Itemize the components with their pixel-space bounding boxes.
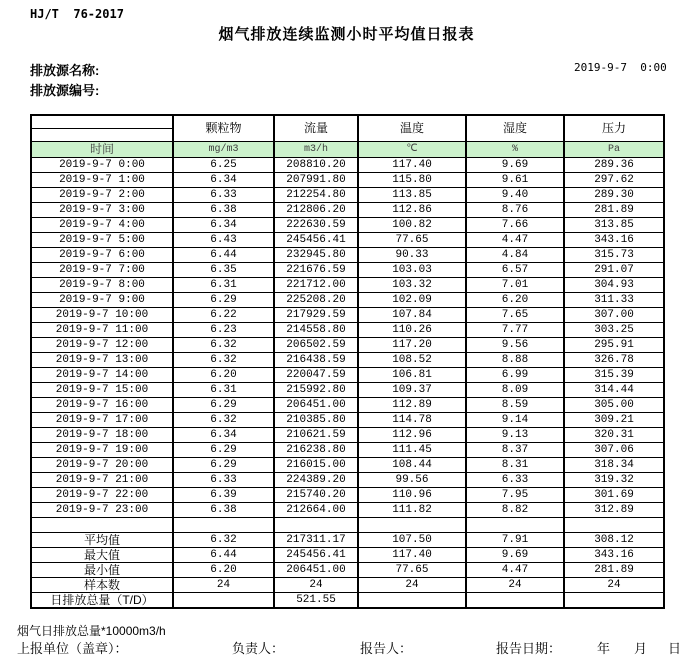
table-row-value: 281.89 (564, 202, 664, 217)
unit-temp: ℃ (358, 141, 466, 157)
table-row-label: 2019-9-7 2:00 (31, 187, 173, 202)
summary-row-value: 217311.17 (274, 532, 358, 547)
table-row-value: 291.07 (564, 262, 664, 277)
table-row-value: 100.82 (358, 217, 466, 232)
summary-row-value (466, 592, 564, 608)
table-row-value: 112.96 (358, 427, 466, 442)
summary-row-value: 24 (466, 577, 564, 592)
table-row-value: 212806.20 (274, 202, 358, 217)
table-row-value: 6.34 (173, 217, 274, 232)
table-row (31, 472, 664, 487)
table-row-label: 2019-9-7 20:00 (31, 457, 173, 472)
summary-row-label: 样本数 (31, 577, 173, 592)
summary-row-label: 最大值 (31, 547, 173, 562)
table-row-label: 2019-9-7 6:00 (31, 247, 173, 262)
table-row-value: 110.96 (358, 487, 466, 502)
spacer-row-value (274, 517, 358, 532)
summary-row-value: 343.16 (564, 547, 664, 562)
table-row-value: 8.31 (466, 457, 564, 472)
table-row-value: 208810.20 (274, 157, 358, 172)
report-unit-label: 上报单位（盖章）： (17, 641, 128, 656)
table-row-value: 8.76 (466, 202, 564, 217)
table-row-value: 6.32 (173, 352, 274, 367)
table-row (31, 412, 664, 427)
summary-row-label: 日排放总量（T/D） (31, 592, 173, 608)
table-row-label: 2019-9-7 23:00 (31, 502, 173, 517)
table-row-value: 320.31 (564, 427, 664, 442)
table-row-value: 7.77 (466, 322, 564, 337)
signature-row (0, 638, 693, 654)
table-row-value: 4.47 (466, 232, 564, 247)
report-datetime: 2019-9-7 0:00 (574, 61, 667, 74)
summary-row-value: 117.40 (358, 547, 466, 562)
table-row-value: 315.39 (564, 367, 664, 382)
table-row-value: 7.66 (466, 217, 564, 232)
table-row-value: 106.81 (358, 367, 466, 382)
reporter-label: 报告人： (360, 641, 413, 656)
table-row (31, 367, 664, 382)
table-row-value: 103.03 (358, 262, 466, 277)
summary-row-value: 6.32 (173, 532, 274, 547)
summary-row (31, 562, 664, 577)
table-row-value: 9.61 (466, 172, 564, 187)
table-row-value: 343.16 (564, 232, 664, 247)
summary-row-value: 4.47 (466, 562, 564, 577)
table-row (31, 292, 664, 307)
summary-row-value: 6.20 (173, 562, 274, 577)
col-header-humidity: 湿度 (466, 115, 564, 141)
table-row-value: 212254.80 (274, 187, 358, 202)
summary-row-value (173, 592, 274, 608)
table-row-value: 301.69 (564, 487, 664, 502)
table-row-value: 6.43 (173, 232, 274, 247)
table-row-label: 2019-9-7 10:00 (31, 307, 173, 322)
summary-row-value: 24 (564, 577, 664, 592)
report-date-label: 报告日期： (496, 641, 562, 656)
table-row-value: 303.25 (564, 322, 664, 337)
summary-row-label: 最小值 (31, 562, 173, 577)
table-row-value: 212664.00 (274, 502, 358, 517)
table-row-value: 112.86 (358, 202, 466, 217)
table-row-value: 319.32 (564, 472, 664, 487)
table-row-value: 6.35 (173, 262, 274, 277)
table-row-value: 295.91 (564, 337, 664, 352)
month-label: 月 (634, 641, 648, 656)
table-row-value: 9.56 (466, 337, 564, 352)
table-row-value: 111.45 (358, 442, 466, 457)
responsible-label: 负责人： (232, 641, 285, 656)
summary-row-value: 308.12 (564, 532, 664, 547)
table-row-value: 6.29 (173, 442, 274, 457)
spacer-row-value (466, 517, 564, 532)
table-body (31, 157, 664, 608)
table-row-value: 103.32 (358, 277, 466, 292)
table-row-value: 326.78 (564, 352, 664, 367)
standard-code: HJ/T 76-2017 (30, 7, 124, 21)
table-row-value: 6.23 (173, 322, 274, 337)
table-row-value: 108.52 (358, 352, 466, 367)
table-row-value: 221676.59 (274, 262, 358, 277)
unit-flow: m3/h (274, 141, 358, 157)
spacer-row-value (358, 517, 466, 532)
table-row-value: 8.09 (466, 382, 564, 397)
table-row (31, 262, 664, 277)
col-header-flow: 流量 (274, 115, 358, 141)
table-row (31, 172, 664, 187)
table-row-value: 216015.00 (274, 457, 358, 472)
table-row (31, 187, 664, 202)
table-row-value: 216438.59 (274, 352, 358, 367)
table-row-label: 2019-9-7 22:00 (31, 487, 173, 502)
table-row-value: 232945.80 (274, 247, 358, 262)
summary-row-value: 9.69 (466, 547, 564, 562)
table-row-value: 206502.59 (274, 337, 358, 352)
table-row-label: 2019-9-7 8:00 (31, 277, 173, 292)
table-row-value: 6.33 (173, 472, 274, 487)
table-row-value: 9.69 (466, 157, 564, 172)
table-row-value: 114.78 (358, 412, 466, 427)
table-row-value: 6.31 (173, 382, 274, 397)
col-header-pressure: 压力 (564, 115, 664, 141)
table-row (31, 247, 664, 262)
table-row (31, 217, 664, 232)
corner-cell-top (31, 115, 173, 128)
table-row-value: 307.06 (564, 442, 664, 457)
table-row-value: 222630.59 (274, 217, 358, 232)
table-row-value: 90.33 (358, 247, 466, 262)
table-row (31, 337, 664, 352)
table-row-label: 2019-9-7 7:00 (31, 262, 173, 277)
table-row (31, 157, 664, 172)
spacer-row-label (31, 517, 173, 532)
table-row-value: 224389.20 (274, 472, 358, 487)
unit-row (31, 141, 664, 157)
table-row (31, 442, 664, 457)
table-row-label: 2019-9-7 3:00 (31, 202, 173, 217)
table-row (31, 487, 664, 502)
table-row-value: 207991.80 (274, 172, 358, 187)
table-row (31, 457, 664, 472)
table-row (31, 322, 664, 337)
table-row-value: 102.09 (358, 292, 466, 307)
table-row-value: 113.85 (358, 187, 466, 202)
summary-row-value: 6.44 (173, 547, 274, 562)
table-row-value: 307.00 (564, 307, 664, 322)
table-row-value: 117.20 (358, 337, 466, 352)
table-row-label: 2019-9-7 14:00 (31, 367, 173, 382)
summary-row-value: 77.65 (358, 562, 466, 577)
table-row-value: 309.21 (564, 412, 664, 427)
table-row-value: 112.89 (358, 397, 466, 412)
table-row-value: 4.84 (466, 247, 564, 262)
table-row (31, 307, 664, 322)
table-row-value: 217929.59 (274, 307, 358, 322)
table-row-value: 297.62 (564, 172, 664, 187)
table-row-value: 8.88 (466, 352, 564, 367)
table-row-value: 6.99 (466, 367, 564, 382)
table-row-value: 304.93 (564, 277, 664, 292)
table-row (31, 232, 664, 247)
table-row-value: 214558.80 (274, 322, 358, 337)
table-row-value: 108.44 (358, 457, 466, 472)
table-row-value: 6.32 (173, 337, 274, 352)
table-row-value: 318.34 (564, 457, 664, 472)
summary-row-value: 24 (274, 577, 358, 592)
summary-row (31, 547, 664, 562)
table-row-value: 8.82 (466, 502, 564, 517)
table-row-value: 110.26 (358, 322, 466, 337)
day-label: 日 (668, 641, 682, 656)
table-row (31, 502, 664, 517)
table-row-label: 2019-9-7 4:00 (31, 217, 173, 232)
table-row (31, 202, 664, 217)
table-row-value: 289.36 (564, 157, 664, 172)
spacer-row-value (564, 517, 664, 532)
table-row-value: 6.25 (173, 157, 274, 172)
table-row-label: 2019-9-7 0:00 (31, 157, 173, 172)
summary-row-label: 平均值 (31, 532, 173, 547)
table-row-value: 115.80 (358, 172, 466, 187)
summary-row (31, 532, 664, 547)
table-row-value: 6.33 (466, 472, 564, 487)
summary-row-value (564, 592, 664, 608)
table-row-label: 2019-9-7 12:00 (31, 337, 173, 352)
table-row-value: 109.37 (358, 382, 466, 397)
table-row-value: 221712.00 (274, 277, 358, 292)
summary-row-value: 24 (173, 577, 274, 592)
table-row-label: 2019-9-7 16:00 (31, 397, 173, 412)
summary-row-value: 521.55 (274, 592, 358, 608)
table-row-value: 312.89 (564, 502, 664, 517)
table-row-value: 215992.80 (274, 382, 358, 397)
table-row-value: 6.29 (173, 397, 274, 412)
table-row-label: 2019-9-7 1:00 (31, 172, 173, 187)
table-row-value: 7.01 (466, 277, 564, 292)
table-row-value: 111.82 (358, 502, 466, 517)
col-header-temp: 温度 (358, 115, 466, 141)
table-row-value: 289.30 (564, 187, 664, 202)
summary-row-value: 24 (358, 577, 466, 592)
table-row-value: 6.29 (173, 292, 274, 307)
spacer-row-value (173, 517, 274, 532)
table-row-value: 225208.20 (274, 292, 358, 307)
table-row-value: 314.44 (564, 382, 664, 397)
summary-row-value: 245456.41 (274, 547, 358, 562)
table-row-value: 6.29 (173, 457, 274, 472)
table-row-value: 6.44 (173, 247, 274, 262)
col-header-pm: 颗粒物 (173, 115, 274, 141)
table-row-value: 6.20 (173, 367, 274, 382)
table-row-value: 6.39 (173, 487, 274, 502)
table-row-label: 2019-9-7 15:00 (31, 382, 173, 397)
table-row-value: 313.85 (564, 217, 664, 232)
table-row (31, 427, 664, 442)
time-column-header: 时间 (31, 141, 173, 157)
table-row-value: 215740.20 (274, 487, 358, 502)
table-row-label: 2019-9-7 18:00 (31, 427, 173, 442)
table-row (31, 277, 664, 292)
unit-pressure: Pa (564, 141, 664, 157)
table-row-value: 6.38 (173, 502, 274, 517)
table-row-value: 210385.80 (274, 412, 358, 427)
total-emission-note: 烟气日排放总量*10000m3/h (17, 624, 166, 638)
summary-row-value (358, 592, 466, 608)
table-row-label: 2019-9-7 5:00 (31, 232, 173, 247)
table-row-label: 2019-9-7 21:00 (31, 472, 173, 487)
table-row-value: 99.56 (358, 472, 466, 487)
summary-row-value: 7.91 (466, 532, 564, 547)
table-row-value: 9.13 (466, 427, 564, 442)
table-row-value: 9.40 (466, 187, 564, 202)
summary-row-value: 281.89 (564, 562, 664, 577)
table-row-value: 6.34 (173, 427, 274, 442)
table-row-label: 2019-9-7 9:00 (31, 292, 173, 307)
table-row (31, 382, 664, 397)
table-row-value: 245456.41 (274, 232, 358, 247)
corner-cell-bottom (31, 128, 173, 141)
table-row-value: 7.95 (466, 487, 564, 502)
table-row-value: 220047.59 (274, 367, 358, 382)
table-row-value: 8.59 (466, 397, 564, 412)
hourly-average-table (30, 114, 665, 609)
table-row-value: 9.14 (466, 412, 564, 427)
summary-row-value: 107.50 (358, 532, 466, 547)
table-row-value: 311.33 (564, 292, 664, 307)
table-row-value: 216238.80 (274, 442, 358, 457)
table-row-label: 2019-9-7 11:00 (31, 322, 173, 337)
table-row-value: 315.73 (564, 247, 664, 262)
table-row-value: 210621.59 (274, 427, 358, 442)
table-row-value: 6.31 (173, 277, 274, 292)
page-title: 烟气排放连续监测小时平均值日报表 (218, 26, 475, 43)
table-row-value: 107.84 (358, 307, 466, 322)
table-row-value: 206451.00 (274, 397, 358, 412)
spacer-row (31, 517, 664, 532)
table-row-value: 6.57 (466, 262, 564, 277)
table-row-value: 6.20 (466, 292, 564, 307)
table-row-value: 7.65 (466, 307, 564, 322)
source-id-label: 排放源编号: (30, 83, 100, 98)
summary-row (31, 577, 664, 592)
table-row-value: 6.38 (173, 202, 274, 217)
table-row-label: 2019-9-7 13:00 (31, 352, 173, 367)
table-row (31, 397, 664, 412)
source-name-label: 排放源名称: (30, 63, 100, 78)
table-row-value: 77.65 (358, 232, 466, 247)
summary-row (31, 592, 664, 608)
table-row-value: 6.22 (173, 307, 274, 322)
unit-humidity: % (466, 141, 564, 157)
summary-row-value: 206451.00 (274, 562, 358, 577)
year-label: 年 (597, 641, 611, 656)
table-row-value: 6.33 (173, 187, 274, 202)
table-row-label: 2019-9-7 17:00 (31, 412, 173, 427)
table-row-value: 6.34 (173, 172, 274, 187)
table-row (31, 352, 664, 367)
table-row-value: 117.40 (358, 157, 466, 172)
header-row-top (31, 115, 664, 128)
table-row-value: 6.32 (173, 412, 274, 427)
table-row-value: 305.00 (564, 397, 664, 412)
unit-pm: mg/m3 (173, 141, 274, 157)
table-row-label: 2019-9-7 19:00 (31, 442, 173, 457)
table-row-value: 8.37 (466, 442, 564, 457)
